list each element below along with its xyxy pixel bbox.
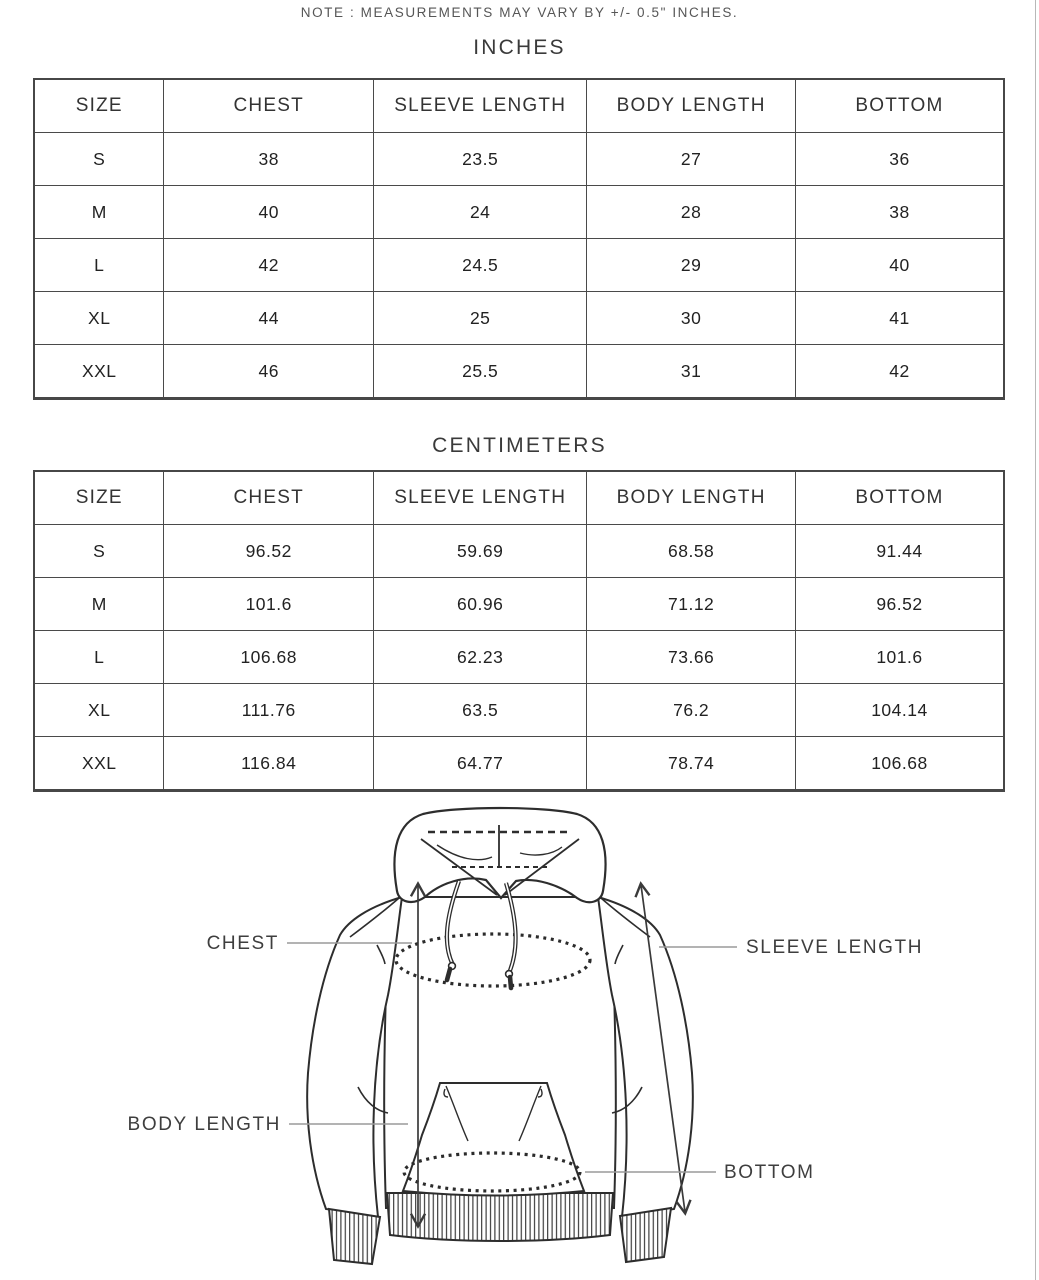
cell-size: M (34, 578, 164, 631)
table-row (34, 525, 1004, 578)
cell-size: XL (34, 684, 164, 737)
header-bottom: BOTTOM (795, 471, 1004, 525)
table-row (34, 186, 1004, 239)
table-row (34, 578, 1004, 631)
cell-sleeve: 24 (373, 186, 586, 239)
cell-sleeve: 23.5 (373, 133, 586, 186)
cell-sleeve: 25 (373, 292, 586, 345)
cell-sleeve: 64.77 (373, 737, 586, 791)
cell-chest: 42 (164, 239, 374, 292)
table-row (34, 345, 1004, 399)
cell-chest: 46 (164, 345, 374, 399)
cell-bottom: 91.44 (795, 525, 1004, 578)
cell-bottom: 101.6 (795, 631, 1004, 684)
cell-sleeve: 24.5 (373, 239, 586, 292)
right-cuff-ribbing (620, 1208, 671, 1262)
hoodie-measurement-diagram (0, 805, 1039, 1280)
header-chest: CHEST (164, 79, 374, 133)
body-length-label: BODY LENGTH (127, 1114, 281, 1135)
cell-size: S (34, 525, 164, 578)
cell-body: 30 (587, 292, 796, 345)
cell-chest: 111.76 (164, 684, 374, 737)
inches-size-table (33, 78, 1005, 400)
cell-body: 28 (587, 186, 796, 239)
cell-body: 73.66 (587, 631, 796, 684)
cell-body: 29 (587, 239, 796, 292)
table-row (34, 684, 1004, 737)
cell-chest: 38 (164, 133, 374, 186)
header-size: SIZE (34, 471, 164, 525)
table-header-row (34, 79, 1004, 133)
cell-size: XXL (34, 737, 164, 791)
cell-sleeve: 25.5 (373, 345, 586, 399)
cell-body: 71.12 (587, 578, 796, 631)
hoodie-diagram-svg (0, 805, 1039, 1280)
cell-sleeve: 60.96 (373, 578, 586, 631)
table-header-row (34, 471, 1004, 525)
hem-ribbing (387, 1193, 613, 1241)
cell-chest: 101.6 (164, 578, 374, 631)
table-row (34, 133, 1004, 186)
header-size: SIZE (34, 79, 164, 133)
centimeters-size-table (33, 470, 1005, 792)
table-row (34, 737, 1004, 791)
table-row (34, 631, 1004, 684)
measurement-note: NOTE : MEASUREMENTS MAY VARY BY +/- 0.5" INCHES. (300, 5, 739, 20)
cell-body: 31 (587, 345, 796, 399)
cell-body: 68.58 (587, 525, 796, 578)
cell-body: 76.2 (587, 684, 796, 737)
header-bottom: BOTTOM (795, 79, 1004, 133)
cell-bottom: 96.52 (795, 578, 1004, 631)
table-row (34, 239, 1004, 292)
cell-chest: 40 (164, 186, 374, 239)
cell-bottom: 36 (795, 133, 1004, 186)
cell-size: L (34, 239, 164, 292)
sleeve-length-label: SLEEVE LENGTH (746, 937, 924, 958)
cell-chest: 106.68 (164, 631, 374, 684)
left-cuff-ribbing (329, 1209, 380, 1264)
bottom-label: BOTTOM (724, 1162, 815, 1183)
cell-bottom: 42 (795, 345, 1004, 399)
cell-chest: 116.84 (164, 737, 374, 791)
centimeters-section-title: CENTIMETERS (432, 434, 607, 457)
inches-section-title: INCHES (473, 36, 566, 59)
cell-bottom: 106.68 (795, 737, 1004, 791)
header-sleeve-length: SLEEVE LENGTH (373, 471, 586, 525)
cell-sleeve: 63.5 (373, 684, 586, 737)
header-body-length: BODY LENGTH (587, 471, 796, 525)
header-sleeve-length: SLEEVE LENGTH (373, 79, 586, 133)
hood (394, 808, 605, 902)
cell-bottom: 40 (795, 239, 1004, 292)
cell-bottom: 38 (795, 186, 1004, 239)
cell-size: M (34, 186, 164, 239)
cell-size: L (34, 631, 164, 684)
cell-sleeve: 59.69 (373, 525, 586, 578)
cell-bottom: 41 (795, 292, 1004, 345)
cell-bottom: 104.14 (795, 684, 1004, 737)
table-row (34, 292, 1004, 345)
cell-size: XXL (34, 345, 164, 399)
cell-size: XL (34, 292, 164, 345)
cell-sleeve: 62.23 (373, 631, 586, 684)
cell-chest: 44 (164, 292, 374, 345)
chest-label: CHEST (206, 933, 279, 954)
cell-chest: 96.52 (164, 525, 374, 578)
cell-body: 27 (587, 133, 796, 186)
header-chest: CHEST (164, 471, 374, 525)
header-body-length: BODY LENGTH (587, 79, 796, 133)
cell-body: 78.74 (587, 737, 796, 791)
cell-size: S (34, 133, 164, 186)
